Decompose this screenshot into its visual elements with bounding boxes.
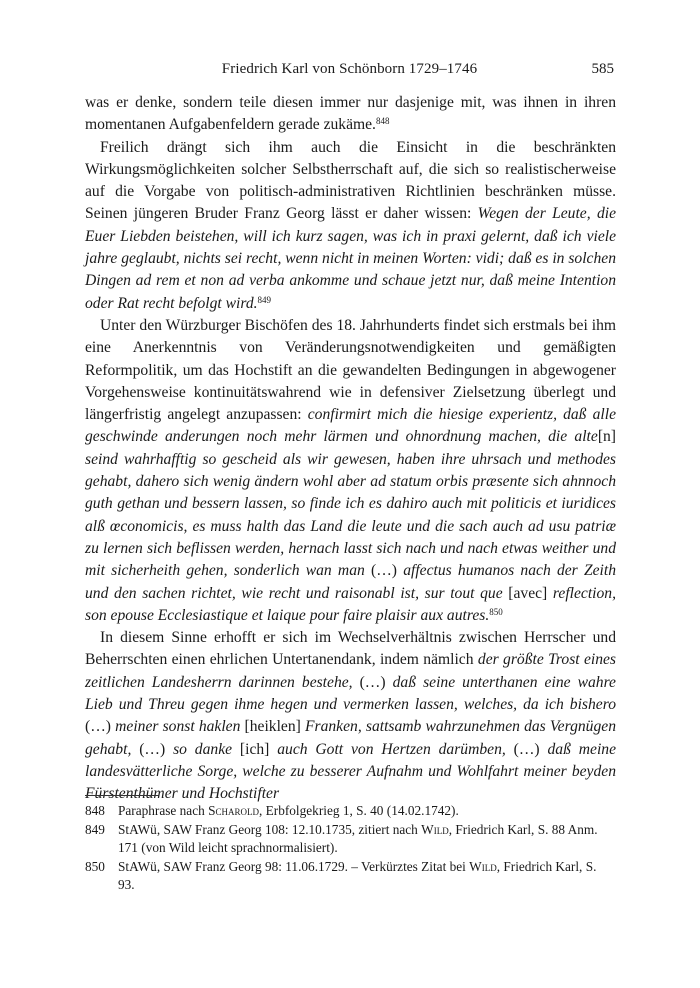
quotation: so danke bbox=[165, 740, 240, 758]
editorial-ellipsis: (…) bbox=[359, 673, 386, 691]
author-name: Scharold bbox=[208, 803, 259, 818]
quotation: confirmirt mich die hiesige experientz, daß alle geschwinde anderungen noch mehr lärmen und ohnordnung machen, die alte bbox=[85, 406, 616, 446]
editorial-bracket: [ich] bbox=[239, 740, 270, 758]
paragraph-text: Unter den Würzburger Bischöfen des 18. Jahrhunderts findet sich erstmals bei ihm eine Anerkenntnis von Veränderungsnotwendigkeiten und gemäßigten Reformpolitik, um das Hochstift an die gewandelten Bedingungen in abgewogener Vorgehensweise kontinuitätswahrend wie in defensiver Zielsetzung überlegt und längerfristig angelegt anzupassen: bbox=[85, 316, 616, 424]
footnote-text: Paraphrase nach bbox=[118, 803, 209, 818]
editorial-ellipsis: (…) bbox=[371, 562, 397, 580]
paragraph-3 bbox=[85, 315, 616, 627]
main-text bbox=[85, 92, 616, 806]
footnote-text: , Friedrich Karl, S. 93. bbox=[118, 858, 597, 892]
quotation: meiner sonst haklen bbox=[110, 718, 245, 736]
quotation: Franken, sattsamb wahrzunehmen das Vergnügen gehabt, bbox=[85, 718, 616, 758]
quotation: daß meine landesvätterliche Sorge, welche zu besserer Aufnahm und Wohlfahrt meiner beyden Fürstenthümer und Hochstifter bbox=[85, 740, 616, 803]
running-title: Friedrich Karl von Schönborn 1729–1746 bbox=[221, 61, 478, 77]
quotation: auch Gott von Hertzen darümben, bbox=[269, 740, 514, 758]
editorial-bracket: [n] bbox=[597, 428, 616, 446]
quotation: daß seine unterthanen eine wahre Lieb und Threu gegen ihme hegen und vermerken lassen, welches, da ich bishero bbox=[85, 673, 616, 714]
page-number: 585 bbox=[591, 61, 614, 77]
footnote-number: 850 bbox=[85, 858, 105, 874]
editorial-ellipsis: (…) bbox=[139, 740, 166, 758]
editorial-ellipsis: (…) bbox=[513, 740, 540, 758]
editorial-bracket: [heiklen] bbox=[244, 718, 301, 736]
paragraph-text: Freilich drängt sich ihm auch die Einsicht in die beschränkten Wirkungsmöglichkeiten solcher Selbstherrschaft auf, die sich so realistischerweise auf die Vorgabe von politisch-administrativen Richtlinien beschränken müsse. Seinen jüngeren Bruder Franz Georg lässt er daher wissen: bbox=[85, 138, 616, 223]
footnote-text: , Friedrich Karl, S. 88 Anm. 171 (von Wild leicht sprachnormalisiert). bbox=[118, 821, 598, 855]
footnote-separator bbox=[85, 795, 159, 796]
author-name: Wild bbox=[469, 858, 497, 874]
paragraph-1 bbox=[85, 92, 616, 137]
paragraph-text: was er denke, sondern teile diesen immer nur dasjenige mit, was ihnen in ihren momentanen Aufgabenfeldern gerade zukäme. bbox=[85, 94, 616, 134]
page-header bbox=[85, 61, 614, 83]
footnote-text: StAWü, SAW Franz Georg 108: 12.10.1735, zitiert nach bbox=[118, 821, 422, 837]
quotation: der größte Trost eines zeitlichen Landesherrn darinnen bestehe, bbox=[85, 651, 616, 691]
author-name: Wild bbox=[421, 821, 449, 837]
paragraph-text: In diesem Sinne erhofft er sich im Wechselverhältnis zwischen Herrscher und Beherrschten einen ehrlichen Untertanendank, indem nämlich bbox=[85, 629, 616, 669]
footnotes bbox=[85, 802, 616, 895]
paragraph-4 bbox=[85, 627, 616, 805]
footnote-number: 849 bbox=[85, 821, 105, 837]
footnote-849 bbox=[85, 821, 616, 858]
paragraph-2 bbox=[85, 137, 616, 315]
footnote-ref-849[interactable]: 849 bbox=[257, 294, 272, 305]
footnote-850 bbox=[85, 858, 616, 895]
quotation: seind wahrhafftig so gescheid als wir gewesen, haben ihre uhrsach und methodes gehabt, dahero sich wenig ändern wohl aber ad statum orbis præsente sich ahnnoch guth gethan und bessern lassen, so finde ich es dahiro auch mit politicis et iuridices alß œconomicis, es muss halth das Land die leute und die sach auch ad usu patriæ zu lernen sich beflissen werden, hernach lasst sich nach und nach etwas weither und mit sicherheith gehen, sonderlich wan man bbox=[85, 450, 616, 580]
quotation: affectus humanos nach der Zeith und den sachen richtet, wie recht und raisonabl ist, sur tout que bbox=[85, 562, 616, 602]
editorial-ellipsis: (…) bbox=[85, 718, 111, 736]
footnote-number: 848 bbox=[85, 803, 105, 818]
footnote-ref-848[interactable]: 848 bbox=[375, 116, 390, 127]
quotation: Wegen der Leute, die Euer Liebden beistehen, will ich kurz sagen, was ich in praxi gelernt, daß ich viele jahre geglaubt, nichts sei recht, wenn nicht in meinen Worten: vidi; daß es in solchen Dingen ad rem et non ad verba ankomme und schaue jetzt nur, daß meine Intention oder Rat recht befolgt wird. bbox=[85, 205, 616, 312]
footnote-848 bbox=[85, 802, 616, 821]
footnote-text: , Erbfolgekrieg 1, S. 40 (14.02.1742). bbox=[259, 803, 459, 818]
editorial-bracket: [avec] bbox=[508, 584, 548, 602]
footnote-ref-850[interactable]: 850 bbox=[489, 606, 503, 617]
quotation: reflection, son epouse Ecclesiastique et laique pour faire plaisir aux autres. bbox=[85, 584, 616, 624]
footnote-text: StAWü, SAW Franz Georg 98: 11.06.1729. – Verkürztes Zitat bei bbox=[118, 858, 470, 874]
